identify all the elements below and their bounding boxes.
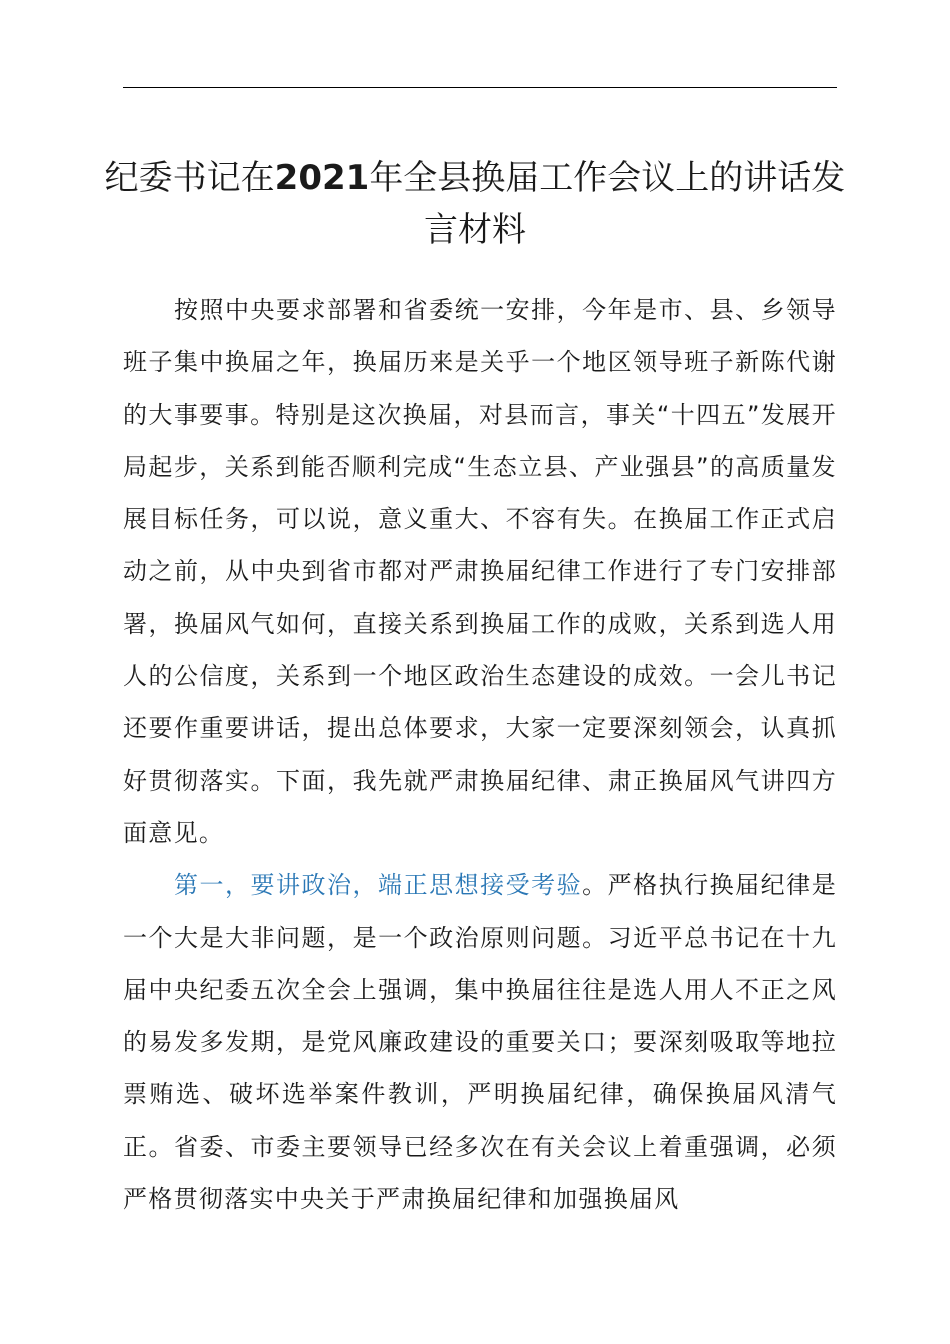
section-heading-1: 第一，要讲政治，端正思想接受考验 [174, 871, 583, 900]
paragraph-section-1 [123, 859, 837, 1225]
paragraph-intro: 按照中央要求部署和省委统一安排，今年是市、县、乡领导班子集中换届之年，换届历来是关乎一个地区领导班子新陈代谢的大事要事。特别是这次换届，对县而言，事关“十四五”发展开局起步，关系到能否顺利完成“生态立县、产业强县”的高质量发展目标任务，可以说，意义重大、不容有失。在换届工作正式启动之前，从中央到省市都对严肃换届纪律工作进行了专门安排部署，换届风气如何，直接关系到换届工作的成败，关系到选人用人的公信度，关系到一个地区政治生态建设的成效。一会儿书记还要作重要讲话，提出总体要求，大家一定要深刻领会，认真抓好贯彻落实。下面，我先就严肃换届纪律、肃正换届风气讲四方面意见。 [123, 296, 837, 847]
title-part-2: 年全县换届工作会议上的讲话发言材料 [369, 158, 846, 250]
section-1-text: 。严格执行换届纪律是一个大是大非问题，是一个政治原则问题。习近平总书记在十九届中央纪委五次全会上强调，集中换届往往是选人用人不正之风的易发多发期，是党风廉政建设的重要关口；要深刻吸取等地拉票贿选、破坏选举案件教训，严明换届纪律，确保换届风清气正。省委、市委主要领导已经多次在有关会议上着重强调，必须严格贯彻落实中央关于严肃换届纪律和加强换届风 [123, 871, 837, 1214]
header-rule [123, 87, 837, 88]
title-part-1: 纪委书记在 [104, 158, 275, 198]
title-year: 2021 [274, 158, 370, 198]
document-body [123, 284, 837, 1225]
document-title [100, 152, 850, 256]
